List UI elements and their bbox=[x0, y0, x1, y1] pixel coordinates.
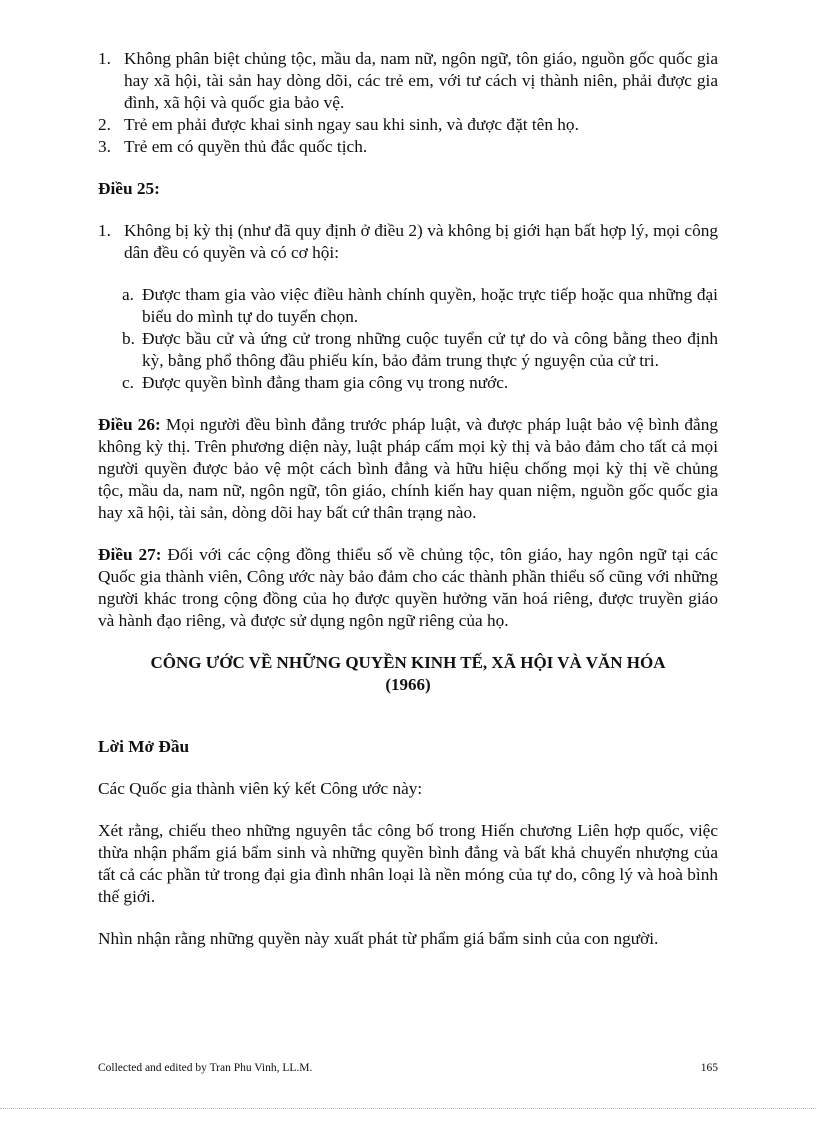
list-item bbox=[98, 220, 718, 264]
item-number: 2. bbox=[98, 115, 111, 134]
list-item bbox=[98, 136, 718, 158]
sub-item-text: Được bầu cử và ứng cử trong những cuộc tuyển cử tự do và công bằng theo định kỳ, bằng phổ thông đầu phiếu kín, bảo đảm trung thực ý nguyện của cử tri. bbox=[142, 329, 718, 370]
footer-credit: Collected and edited by Tran Phu Vinh, LL.M. bbox=[98, 1062, 313, 1074]
article-27-heading: Điều 27: bbox=[98, 545, 162, 564]
article-27 bbox=[98, 544, 718, 632]
page-number: 165 bbox=[700, 1062, 718, 1074]
sub-item-text: Được tham gia vào việc điều hành chính quyền, hoặc trực tiếp hoặc qua những đại biểu do mình tự do tuyển chọn. bbox=[142, 285, 718, 326]
sub-item bbox=[122, 328, 718, 372]
page-edge-divider bbox=[0, 1108, 816, 1109]
item-number: 1. bbox=[98, 49, 111, 68]
page-footer bbox=[98, 1062, 718, 1074]
sub-item bbox=[122, 284, 718, 328]
sub-item-text: Được quyền bình đẳng tham gia công vụ trong nước. bbox=[142, 373, 509, 392]
sub-item-letter: a. bbox=[122, 285, 134, 304]
article-25-heading: Điều 25: bbox=[98, 179, 160, 198]
list-item bbox=[98, 114, 718, 136]
sub-item bbox=[122, 372, 718, 394]
article-26-text: Mọi người đều bình đẳng trước pháp luật, và được pháp luật bảo vệ bình đẳng không kỳ thị. Trên phương diện này, luật pháp cấm mọi kỳ thị và bảo đảm cho tất cả mọi người quyền được bảo vệ một cách bình đẳng và hữu hiệu chống mọi kỳ thị về chủng tộc, mầu da, nam nữ, ngôn ngữ, tôn giáo, chính kiến hay quan niệm, nguồn gốc quốc gia hay xã hội, tài sản, dòng dõi hay bất cứ thân trạng nào. bbox=[98, 415, 718, 522]
item-text: Trẻ em phải được khai sinh ngay sau khi sinh, và được đặt tên họ. bbox=[124, 115, 579, 134]
item-text: Trẻ em có quyền thủ đắc quốc tịch. bbox=[124, 137, 368, 156]
covenant-year: (1966) bbox=[385, 675, 431, 694]
covenant-title: CÔNG ƯỚC VỀ NHỮNG QUYỀN KINH TẾ, XÃ HỘI VÀ VĂN HÓA bbox=[150, 653, 666, 672]
preamble-heading: Lời Mở Đầu bbox=[98, 737, 190, 756]
sub-item-letter: b. bbox=[122, 329, 135, 348]
item-text: Không phân biệt chủng tộc, mầu da, nam nữ, ngôn ngữ, tôn giáo, nguồn gốc quốc gia hay xã hội, tài sản hay dòng dõi, các trẻ em, với tư cách vị thành niên, phải được gia đình, xã hội và quốc gia bảo vệ. bbox=[124, 49, 718, 112]
article-26 bbox=[98, 414, 718, 524]
preamble-paragraph: Nhìn nhận rằng những quyền này xuất phát từ phẩm giá bẩm sinh của con người. bbox=[98, 929, 659, 948]
list-item bbox=[98, 48, 718, 114]
item-number: 3. bbox=[98, 137, 111, 156]
sub-item-letter: c. bbox=[122, 373, 134, 392]
item-text: Không bị kỳ thị (như đã quy định ở điều 2) và không bị giới hạn bất hợp lý, mọi công dân đều có quyền và có cơ hội: bbox=[124, 221, 718, 262]
preamble-paragraph: Xét rằng, chiếu theo những nguyên tắc công bố trong Hiến chương Liên hợp quốc, việc thừa nhận phẩm giá bẩm sinh và những quyền bình đẳng và bất khả chuyển nhượng của tất cả các phần tử trong đại gia đình nhân loại là nền móng của tự do, công lý và hoà bình thế giới. bbox=[98, 821, 718, 906]
preamble-paragraph: Các Quốc gia thành viên ký kết Công ước này: bbox=[98, 779, 423, 798]
article-27-text: Đối với các cộng đồng thiểu số về chủng tộc, tôn giáo, hay ngôn ngữ tại các Quốc gia thành viên, Công ước này bảo đảm cho các thành phần thiểu số cũng với những người khác trong cộng đồng của họ được quyền hưởng văn hoá riêng, được truyền giáo và hành đạo riêng, và được sử dụng ngôn ngữ riêng của họ. bbox=[98, 545, 718, 630]
page-content bbox=[98, 48, 718, 950]
item-number: 1. bbox=[98, 221, 111, 240]
article-26-heading: Điều 26: bbox=[98, 415, 161, 434]
